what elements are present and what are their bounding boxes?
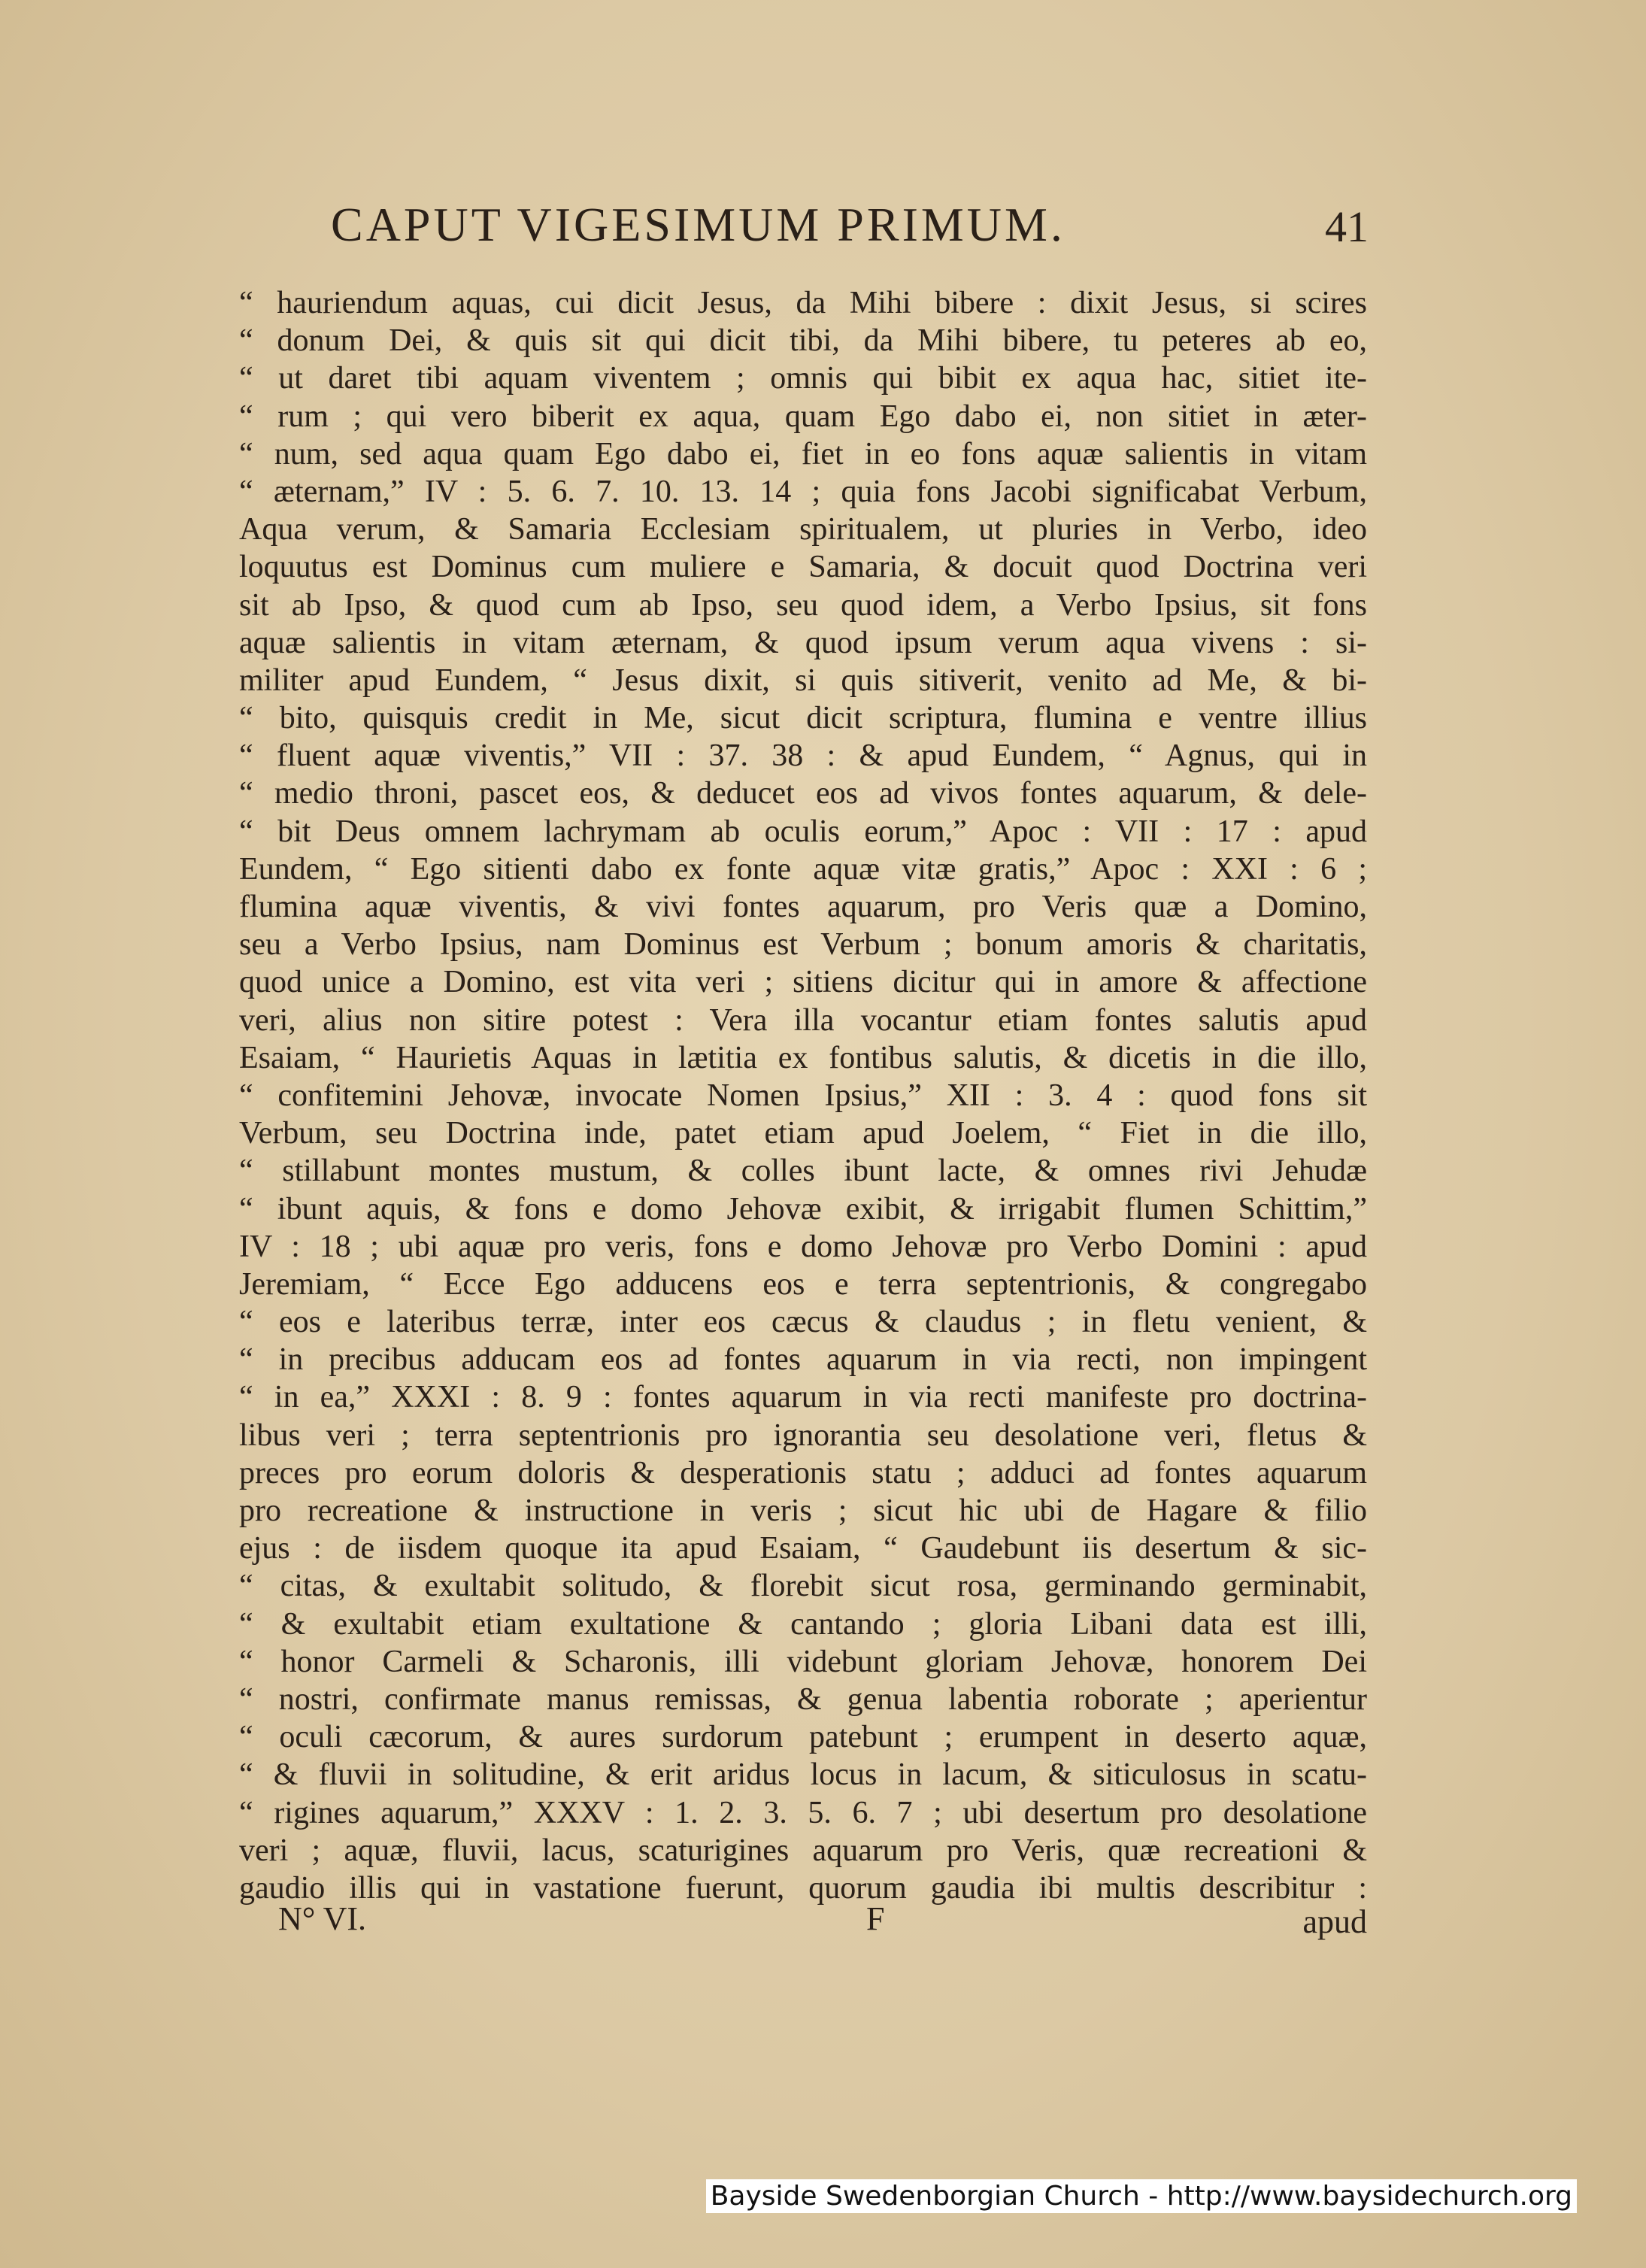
text-line: Verbum, seu Doctrina inde, patet etiam apud Joelem, “ Fiet in die illo, (239, 1116, 1367, 1151)
text-line: “ & fluvii in solitudine, & erit aridus locus in lacum, & siticulosus in scatu- (239, 1757, 1367, 1793)
text-line: aquæ salientis in vitam æternam, & quod ipsum verum aqua vivens : si- (239, 625, 1367, 660)
text-line: ejus : de iisdem quoque ita apud Esaiam, “ Gaudebunt iis desertum & sic- (239, 1531, 1367, 1566)
page-footer (278, 1900, 1367, 1945)
text-line: quod unice a Domino, est vita veri ; sitiens dicitur qui in amore & affectione (239, 965, 1367, 1000)
text-line: veri, alius non sitire potest : Vera illa vocantur etiam fontes salutis apud (239, 1002, 1367, 1038)
text-line: “ hauriendum aquas, cui dicit Jesus, da Mihi bibere : dixit Jesus, si scires (239, 286, 1367, 320)
text-line: Jeremiam, “ Ecce Ego adducens eos e terra septentrionis, & congregabo (239, 1266, 1367, 1302)
text-line: flumina aquæ viventis, & vivi fontes aquarum, pro Veris quæ a Domino, (239, 890, 1367, 924)
text-line: “ confitemini Jehovæ, invocate Nomen Ipsius,” XII : 3. 4 : quod fons sit (239, 1078, 1367, 1113)
text-line: “ fluent aquæ viventis,” VII : 37. 38 : & apud Eundem, “ Agnus, qui in (239, 738, 1367, 774)
text-line: “ æternam,” IV : 5. 6. 7. 10. 13. 14 ; quia fons Jacobi significabat Verbum, (239, 474, 1367, 509)
text-line: militer apud Eundem, “ Jesus dixit, si quis sitiverit, venito ad Me, & bi- (239, 663, 1367, 698)
text-line: Eundem, “ Ego sitienti dabo ex fonte aquæ vitæ gratis,” Apoc : XXI : 6 ; (239, 851, 1367, 887)
text-line: “ in precibus adducam eos ad fontes aquarum in via recti, non impingent (239, 1342, 1367, 1378)
text-line: gaudio illis qui in vastatione fuerunt, quorum gaudia ibi multis describitur : (239, 1870, 1367, 1906)
text-line: “ ibunt aquis, & fons e domo Jehovæ exibit, & irrigabit flumen Schittim,” (239, 1191, 1367, 1226)
text-line: “ bito, quisquis credit in Me, sicut dicit scriptura, flumina e ventre illius (239, 701, 1367, 736)
text-line: “ eos e lateribus terræ, inter eos cæcus & claudus ; in fletu venient, & (239, 1305, 1367, 1340)
text-line: “ rigines aquarum,” XXXV : 1. 2. 3. 5. 6. 7 ; ubi desertum pro desolatione (239, 1795, 1367, 1830)
text-line: seu a Verbo Ipsius, nam Dominus est Verbum ; bonum amoris & charitatis, (239, 927, 1367, 963)
text-line: “ bit Deus omnem lachrymam ab oculis eorum,” Apoc : VII : 17 : apud (239, 814, 1367, 849)
text-line: “ donum Dei, & quis sit qui dicit tibi, da Mihi bibere, tu peteres ab eo, (239, 323, 1367, 359)
page-number: 41 (1325, 202, 1369, 251)
watermark-credit: Bayside Swedenborgian Church - http://www.baysidechurch.org (706, 2179, 1577, 2213)
body-text (239, 284, 1367, 1907)
text-line: “ & exultabit etiam exultatione & cantando ; gloria Libani data est illi, (239, 1606, 1367, 1642)
text-line: “ stillabunt montes mustum, & colles ibunt lacte, & omnes rivi Jehudæ (239, 1154, 1367, 1189)
text-line: veri ; aquæ, fluvii, lacus, scaturigines aquarum pro Veris, quæ recreationi & (239, 1833, 1367, 1868)
catchword: apud (1302, 1903, 1367, 1940)
text-line: loquutus est Dominus cum muliere e Samaria, & docuit quod Doctrina veri (239, 550, 1367, 585)
text-line: “ num, sed aqua quam Ego dabo ei, fiet in eo fons aquæ salientis in vitam (239, 436, 1367, 471)
signature-number: N° VI. (278, 1900, 367, 1937)
text-line: sit ab Ipso, & quod cum ab Ipso, seu quod idem, a Verbo Ipsius, sit fons (239, 587, 1367, 623)
text-line: “ oculi cæcorum, & aures surdorum patebunt ; erumpent in deserto aquæ, (239, 1720, 1367, 1755)
text-line: Aqua verum, & Samaria Ecclesiam spiritualem, ut pluries in Verbo, ideo (239, 512, 1367, 547)
signature-letter: F (866, 1900, 885, 1937)
text-line: “ rum ; qui vero biberit ex aqua, quam Ego dabo ei, non sitiet in æter- (239, 399, 1367, 434)
text-line: pro recreatione & instructione in veris ; sicut hic ubi de Hagare & filio (239, 1493, 1367, 1528)
text-line: “ nostri, confirmate manus remissas, & genua labentia roborate ; aperientur (239, 1681, 1367, 1717)
text-line: libus veri ; terra septentrionis pro ignorantia seu desolatione veri, fletus & (239, 1418, 1367, 1453)
text-line: “ in ea,” XXXI : 8. 9 : fontes aquarum in via recti manifeste pro doctrina- (239, 1380, 1367, 1415)
text-line: “ honor Carmeli & Scharonis, illi videbunt gloriam Jehovæ, honorem Dei (239, 1644, 1367, 1679)
running-title: CAPUT VIGESIMUM PRIMUM. (331, 198, 1066, 251)
text-line: “ citas, & exultabit solitudo, & florebit sicut rosa, germinando germinabit, (239, 1569, 1367, 1604)
text-line: IV : 18 ; ubi aquæ pro veris, fons e domo Jehovæ pro Verbo Domini : apud (239, 1229, 1367, 1264)
text-line: “ ut daret tibi aquam viventem ; omnis qui bibit ex aqua hac, sitiet ite- (239, 361, 1367, 396)
text-line: “ medio throni, pascet eos, & deducet eos ad vivos fontes aquarum, & dele- (239, 776, 1367, 811)
text-line: preces pro eorum doloris & desperationis statu ; adduci ad fontes aquarum (239, 1455, 1367, 1490)
text-line: Esaiam, “ Haurietis Aquas in lætitia ex fontibus salutis, & dicetis in die illo, (239, 1040, 1367, 1075)
page-header (331, 197, 1369, 265)
